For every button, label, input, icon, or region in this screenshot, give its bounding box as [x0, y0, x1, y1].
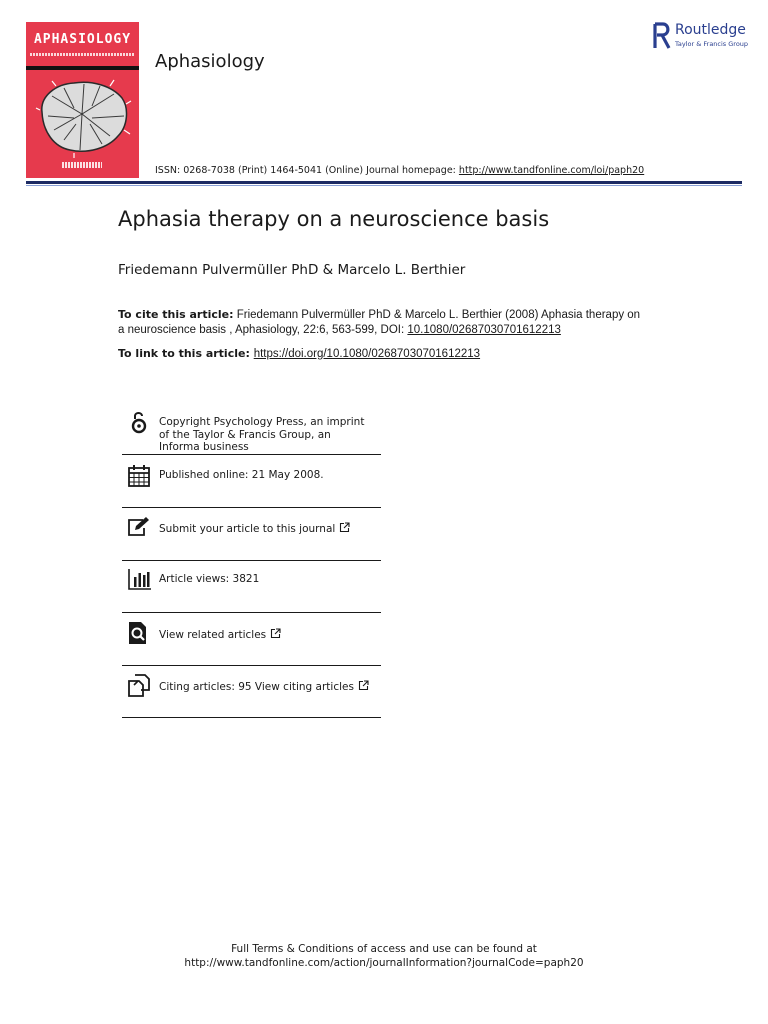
cover-brain-illustration — [34, 74, 132, 160]
citing-icon — [127, 673, 151, 697]
separator — [122, 717, 381, 718]
routledge-name: Routledge — [675, 22, 746, 38]
article-title: Aphasia therapy on a neuroscience basis — [118, 207, 550, 231]
cite-doi-link[interactable]: 10.1080/02687030701612213 — [407, 323, 561, 336]
separator — [122, 454, 381, 455]
doi-link[interactable]: https://doi.org/10.1080/02687030701612213 — [253, 348, 481, 360]
journal-homepage-link[interactable]: http://www.tandfonline.com/loi/paph20 — [458, 165, 645, 176]
external-link-icon — [358, 680, 369, 691]
calendar-icon — [127, 464, 151, 488]
article-authors: Friedemann Pulvermüller PhD & Marcelo L. Berthier — [118, 262, 466, 278]
cover-title: APHASIOLOGY — [33, 32, 132, 47]
issn-line — [155, 165, 644, 176]
citation-block — [118, 308, 648, 337]
citing-link[interactable] — [159, 680, 374, 694]
issn-text: ISSN: 0268-7038 (Print) 1464-5041 (Online) Journal homepage: — [155, 165, 459, 176]
separator — [122, 612, 381, 613]
routledge-logo[interactable] — [653, 22, 748, 52]
bar-chart-icon — [127, 567, 151, 591]
open-access-icon — [127, 410, 151, 434]
routledge-r-icon — [653, 22, 673, 50]
search-document-icon — [127, 621, 151, 645]
cite-label: To cite this article: — [118, 308, 234, 321]
separator — [122, 665, 381, 666]
submit-link[interactable] — [159, 522, 374, 536]
journal-name: Aphasiology — [155, 51, 265, 72]
cover-title-area — [26, 22, 139, 66]
footer-terms-link[interactable]: http://www.tandfonline.com/action/journalInformation?journalCode=paph20 — [184, 957, 584, 969]
citing-text: Citing articles: 95 View citing articles — [159, 681, 354, 693]
separator — [122, 560, 381, 561]
external-link-icon — [339, 522, 350, 533]
cover-band — [26, 66, 139, 70]
related-link[interactable] — [159, 628, 374, 642]
header-rule-light — [26, 185, 742, 186]
copyright-text: Copyright Psychology Press, an imprint of the Taylor & Francis Group, an Informa business — [159, 416, 365, 453]
published-text: Published online: 21 May 2008. — [159, 469, 324, 481]
views-text: Article views: 3821 — [159, 573, 260, 585]
journal-cover — [26, 22, 139, 178]
routledge-subtitle: Taylor & Francis Group — [675, 40, 749, 48]
link-block — [118, 347, 648, 362]
edit-icon — [127, 516, 151, 540]
footer-line-1: Full Terms & Conditions of access and use can be found at — [231, 943, 537, 955]
cover-subtitle-lines — [30, 53, 135, 56]
link-label: To link to this article: — [118, 347, 254, 360]
header-rule — [26, 181, 742, 184]
cover-publisher-mark — [62, 162, 102, 168]
related-text: View related articles — [159, 629, 267, 641]
separator — [122, 507, 381, 508]
submit-text: Submit your article to this journal — [159, 523, 336, 535]
footer — [0, 942, 768, 970]
cite-text: Friedemann Pulvermüller PhD & Marcelo L. Berthier (2008) Aphasia therapy on a neuroscience basis , Aphasiology, 22:6, 563-599, DOI: — [118, 309, 641, 336]
external-link-icon — [270, 628, 281, 639]
